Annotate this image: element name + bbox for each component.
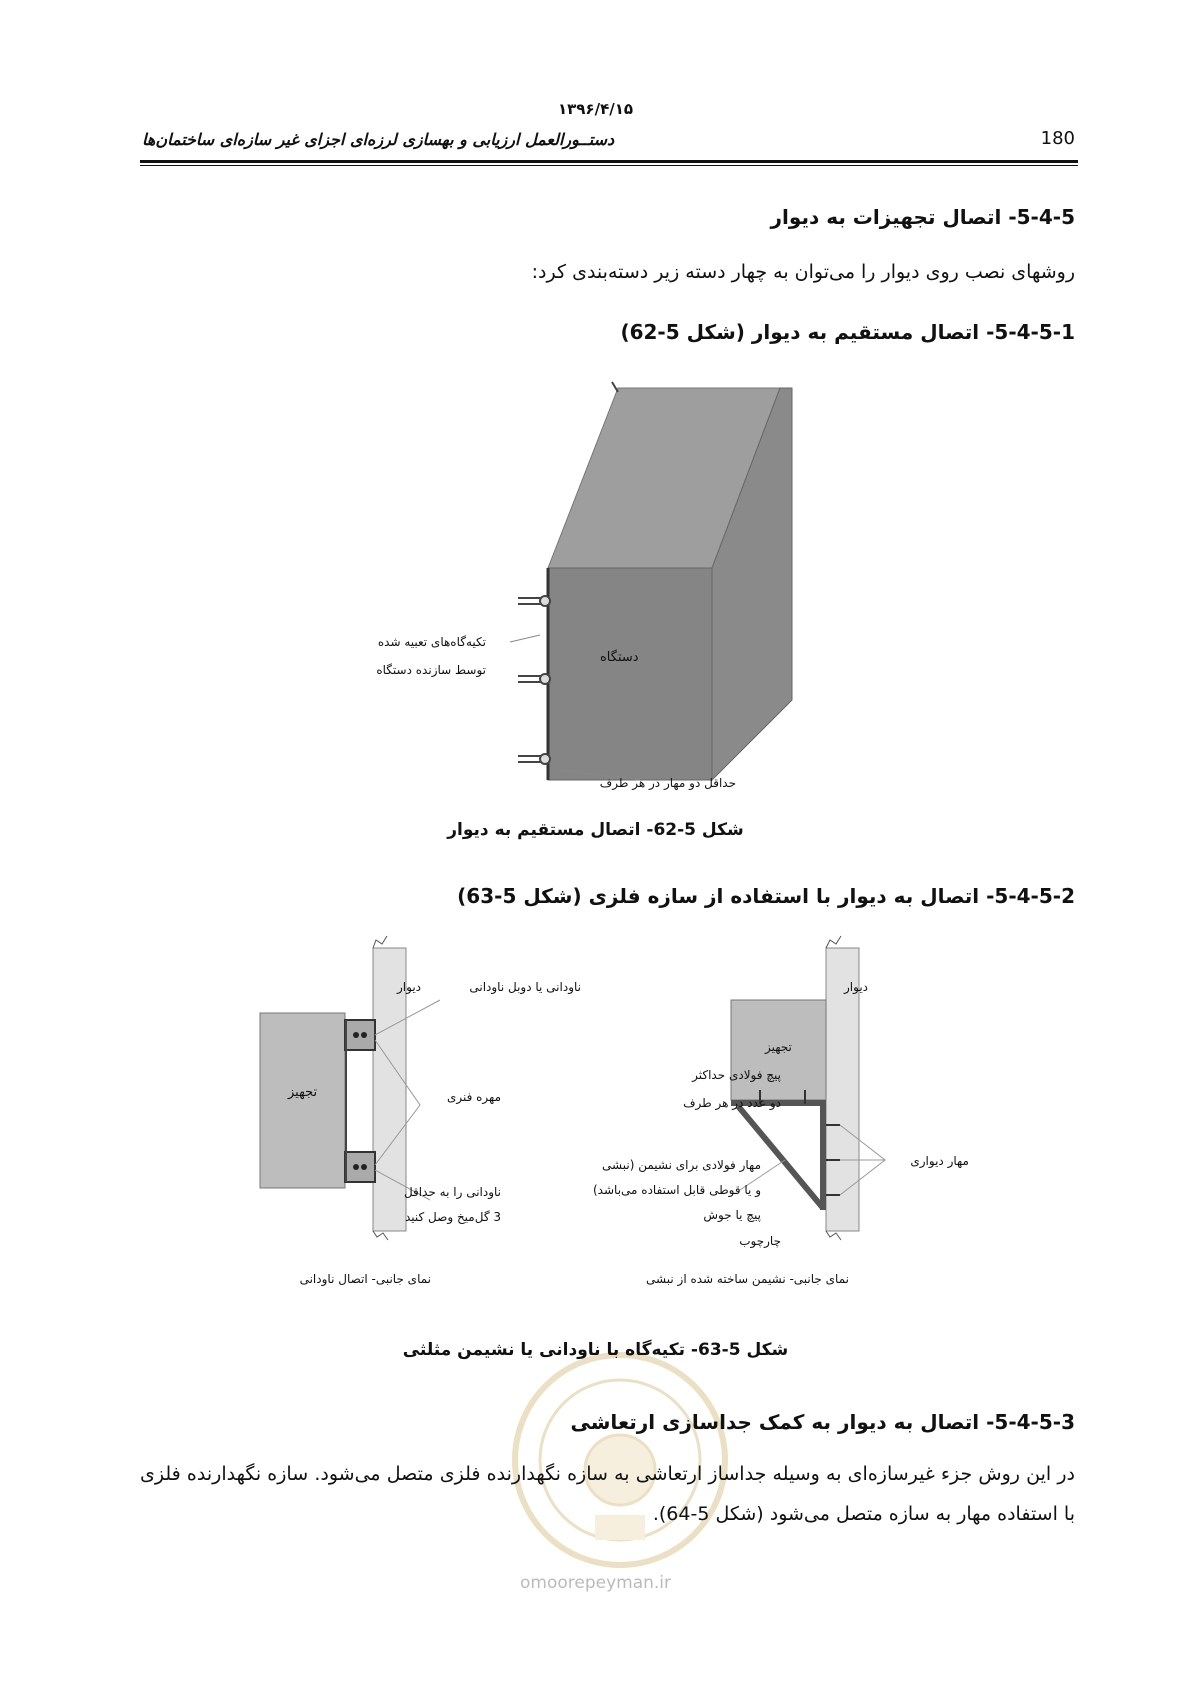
- equipment-left: [260, 1013, 345, 1188]
- watermark-text: omoorepeyman.ir: [519, 1573, 672, 1593]
- anchor-bolts: [518, 596, 550, 764]
- subsection-3-body: در اين روش جزء غيرسازه‌ای به وسيله جداساز ارتعاشی به سازه نگهدارنده فلزی متصل می‌شود. سازه نگهدارنده فلزی با استفاده مهار به سازه متصل می‌شود (شکل 5-64).: [140, 1463, 1075, 1525]
- label-brace-1: مهار فولادی برای نشيمن (نبشی: [602, 1158, 761, 1172]
- label-equipment-left: تجهيز: [288, 1085, 318, 1100]
- running-title: دستــورالعمل ارزيابی و بهسازی لرزه‌ای اجزای غير سازه‌ای ساختمان‌ها: [142, 130, 615, 149]
- label-bolts-2: دو عدد در هر طرف: [683, 1096, 781, 1110]
- label-view-right: نمای جانبی- نشيمن ساخته شده از نبشی: [646, 1272, 849, 1286]
- section-intro: روشهای نصب روی ديوار را می‌توان به چهار دسته زير دسته‌بندی کرد:: [531, 261, 1075, 283]
- label-supports-1: تکيه‌گاه‌های تعبيه شده: [377, 635, 486, 649]
- label-equipment-right: تجهيز: [765, 1040, 792, 1054]
- label-bolts-1: پيچ فولادی حداکثر: [692, 1068, 781, 1082]
- subsection-2-title: 5-4-5-2- اتصال به ديوار با استفاده از سازه فلزی (شکل 5-63): [457, 884, 1075, 908]
- label-spring-nut: مهره فنری: [446, 1090, 501, 1104]
- device-front-face: [548, 568, 712, 780]
- caption-5-63: شکل 5-63- تکيه‌گاه با ناودانی يا نشيمن مثلثی: [402, 1340, 789, 1360]
- subsection-3-title: 5-4-5-3- اتصال به ديوار به کمک جداسازی ارتعاشی: [570, 1410, 1075, 1434]
- header-date: ۱۳۹۶/۴/۱۵: [557, 100, 634, 118]
- label-frame: چارچوب: [739, 1234, 781, 1248]
- label-channel: ناودانی يا دوبل ناودانی: [469, 980, 581, 994]
- label-weld: پيچ يا جوش: [703, 1208, 761, 1222]
- label-bolt-note-1: ناودانی را به حداقل: [403, 1185, 501, 1199]
- label-supports-2: توسط سازنده دستگاه: [376, 663, 486, 677]
- caption-5-62: شکل 5-62- اتصال مستقيم به ديوار: [447, 820, 744, 840]
- subsection-1-title: 5-4-5-1- اتصال مستقيم به ديوار (شکل 5-62): [620, 320, 1075, 344]
- label-wall-anchor: مهار ديواری: [910, 1154, 969, 1168]
- page-number: 180: [1040, 128, 1075, 149]
- label-view-left: نمای جانبی- اتصال ناودانی: [299, 1272, 431, 1286]
- section-title: 5-4-5- اتصال تجهيزات به ديوار: [770, 205, 1075, 229]
- support-leader: [510, 635, 540, 642]
- label-anchors: حداقل دو مهار در هر طرف: [599, 776, 736, 790]
- label-wall-right: ديوار: [843, 980, 868, 994]
- label-brace-2: و يا قوطی قابل استفاده می‌باشد): [593, 1183, 761, 1197]
- label-device: دستگاه: [600, 650, 639, 665]
- label-wall-left: ديوار: [396, 980, 421, 994]
- label-bolt-note-2: 3 گل‌ميخ وصل کنيد: [404, 1210, 501, 1224]
